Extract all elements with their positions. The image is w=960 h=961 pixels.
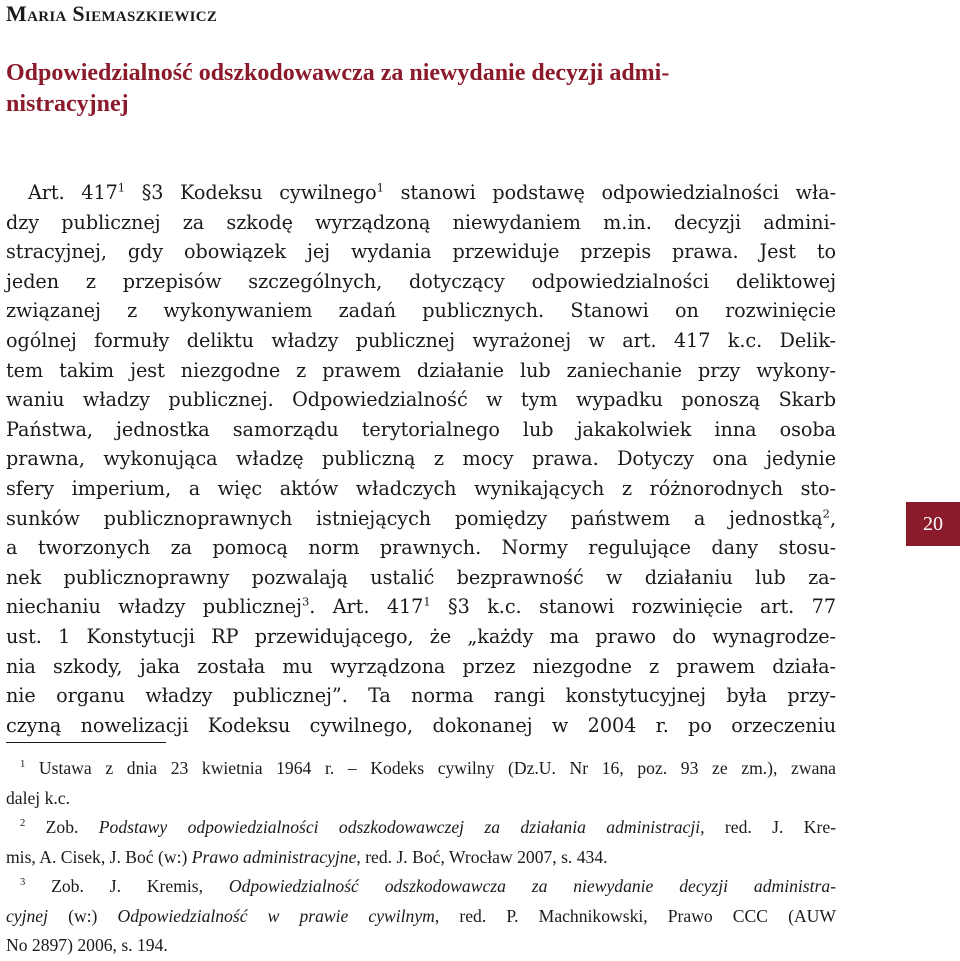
footnote-ref-1: 1 <box>376 180 384 195</box>
body-line: sunków publicznoprawnych istniejących pomiędzy państwem a jednostką$^2$, <box>6 506 836 530</box>
page-number-badge: 20 <box>906 502 960 546</box>
body-line: Państwa, jednostka samorządu terytorialnego lub jakakolwiek inna osoba <box>6 417 836 441</box>
body-line: sfery imperium, a więc aktów władczych wynikających z różnorodnych sto- <box>6 476 836 500</box>
body-line: waniu władzy publicznej. Odpowiedzialność w tym wypadku ponoszą Skarb <box>6 388 836 412</box>
body-line: jeden z przepisów szczególnych, dotyczący odpowiedzialności deliktowej <box>6 269 836 293</box>
body-line: nek publicznoprawny pozwalają ustalić bezprawność w działaniu lub za- <box>6 565 836 589</box>
article-title-line: nistracyjnej <box>6 91 129 117</box>
body-line: niechaniu władzy publicznej$^3$. Art. $417^1$ §3 k.c. stanowi rozwinięcie art. 77 <box>6 594 837 619</box>
footnote-number: 2 <box>20 818 26 830</box>
body-line: nia szkody, jaka została mu wyrządzona przez niezgodne z prawem działa- <box>6 654 836 678</box>
body-line: nie organu władzy publicznej”. Ta norma rangi konstytucyjnej była przy- <box>6 684 836 708</box>
body-paragraph <box>6 178 836 740</box>
footnote-number: 3 <box>20 877 26 889</box>
body-line: czyną nowelizacji Kodeksu cywilnego, dokonanej w 2004 r. po orzeczeniu <box>6 713 836 737</box>
running-header-author: Maria Siemaszkiewicz <box>6 1 218 26</box>
footnote-2: $^2$ Zob. Podstawy odpowiedzialności odszkodowawczej za działania administracji, red. J. Kre- mis, A. Cisek, J. Boć (w:) Prawo administracyjne, red. J. Boć, Wrocław 2007, s. 434. <box>6 817 837 867</box>
body-line: Art. $417^1$ §3 Kodeksu cywilnego$^1$ stanowi podstawę odpowiedzialności wła- <box>28 180 837 204</box>
footnote-separator <box>6 742 166 743</box>
footnote-ref-2: 2 <box>822 506 830 521</box>
body-line: a tworzonych za pomocą norm prawnych. Normy regulujące dany stosu- <box>6 536 836 560</box>
footnote-ref-3: 3 <box>301 594 310 609</box>
article-title-line: Odpowiedzialność odszkodowawcza za niewydanie decyzji admi- <box>6 60 670 86</box>
footnote-number: 1 <box>20 759 26 771</box>
body-line: tem takim jest niezgodne z prawem działanie lub zaniechanie przy wykony- <box>6 358 836 382</box>
body-line: stracyjnej, gdy obowiązek jej wydania przewiduje przepis prawa. Jest to <box>6 240 836 264</box>
footnote-3: $^3$ Zob. J. Kremis, Odpowiedzialność odszkodowawcza za niewydanie decyzji administra- cyjnej (w:) Odpowiedzialność w prawie cywilnym, red. P. Machnikowski, Prawo CCC (AUW No 2897) 2006, s. 194. <box>6 876 837 955</box>
body-line: ogólnej formuły deliktu władzy publicznej wyrażonej w art. 417 k.c. Delik- <box>6 328 836 352</box>
body-line: ust. 1 Konstytucji RP przewidującego, że „każdy ma prawo do wynagrodze- <box>6 624 836 648</box>
body-line: dzy publicznej za szkodę wyrządzoną niewydaniem m.in. decyzji admini- <box>6 210 836 234</box>
body-line: prawna, wykonująca władzę publiczną z mocy prawa. Dotyczy ona jedynie <box>6 447 836 471</box>
footnote-1: $^1$ Ustawa z dnia 23 kwietnia 1964 r. – Kodeks cywilny (Dz.U. Nr 16, poz. 93 ze zm.), zwana dalej k.c. <box>6 758 836 808</box>
body-line: związanej z wykonywaniem zadań publicznych. Stanowi on rozwinięcie <box>6 299 836 323</box>
article-title <box>6 58 836 120</box>
